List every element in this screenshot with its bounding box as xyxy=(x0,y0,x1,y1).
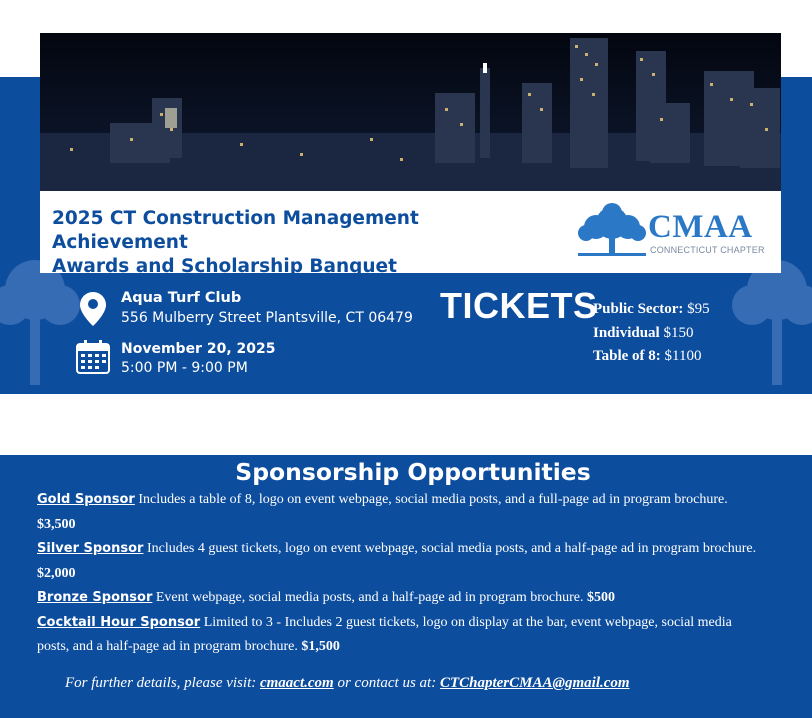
sponsorship-heading: Sponsorship Opportunities xyxy=(235,458,591,486)
event-title-line2: Awards and Scholarship Banquet xyxy=(52,256,397,277)
ticket-price: $95 xyxy=(687,301,710,317)
cmaa-logo xyxy=(576,201,776,261)
sponsor-tier-price: $2,000 xyxy=(37,565,76,581)
event-date: November 20, 2025 xyxy=(121,341,276,357)
hero-skyline-image xyxy=(40,33,781,191)
ticket-price-row xyxy=(593,345,710,369)
logo-wordmark: CMAA xyxy=(648,209,753,245)
ticket-price: $1100 xyxy=(664,348,702,364)
event-title xyxy=(52,207,552,279)
footer-prefix: For further details, please visit: xyxy=(65,675,257,691)
sponsor-tier-silver xyxy=(37,537,762,586)
sponsor-tier-cocktail-hour xyxy=(37,611,762,660)
sponsor-tier-description: Includes 4 guest tickets, logo on event webpage, social media posts, and a half-page ad in program brochure. xyxy=(146,541,757,556)
sponsor-tier-price: $1,500 xyxy=(301,639,340,654)
sponsor-tier-description: Event webpage, social media posts, and a half-page ad in program brochure. xyxy=(155,590,584,605)
calendar-icon xyxy=(76,340,110,374)
website-link[interactable]: cmaact.com xyxy=(259,675,334,691)
location-pin-icon xyxy=(80,292,106,326)
logo-subtitle: CONNECTICUT CHAPTER xyxy=(650,245,765,255)
ticket-price-row xyxy=(593,298,710,322)
venue-name: Aqua Turf Club xyxy=(121,290,242,306)
ticket-price: $150 xyxy=(663,324,694,341)
event-title-line1: 2025 CT Construction Management Achievement xyxy=(52,208,419,253)
venue-address: 556 Mulberry Street Plantsville, CT 06479 xyxy=(121,310,413,326)
ticket-price-list xyxy=(593,298,710,369)
sponsor-tier-name: Silver Sponsor xyxy=(37,541,144,556)
event-time: 5:00 PM - 9:00 PM xyxy=(121,360,248,376)
sponsor-tier-bronze xyxy=(37,586,762,611)
sponsor-tier-name: Bronze Sponsor xyxy=(37,590,153,605)
event-title-box xyxy=(40,191,781,277)
sponsor-tier-price: $500 xyxy=(586,590,615,605)
sponsor-tier-price: $3,500 xyxy=(37,516,76,532)
sponsorship-list xyxy=(37,488,762,660)
ticket-type-label: Individual xyxy=(593,324,660,341)
sponsor-tier-name: Gold Sponsor xyxy=(37,492,135,507)
sponsor-tier-description: Limited to 3 - Includes 2 guest tickets, logo on display at the bar, event webpage, social media posts, and a half-page ad in program brochure. xyxy=(37,614,732,654)
contact-footer xyxy=(65,675,630,692)
ticket-type-label: Public Sector: xyxy=(593,301,684,317)
sponsor-tier-description: Includes a table of 8, logo on event webpage, social media posts, and a full-page ad in program brochure. xyxy=(138,492,728,507)
oak-tree-icon xyxy=(576,203,648,259)
ticket-type-label: Table of 8: xyxy=(593,348,661,364)
sponsor-tier-gold xyxy=(37,488,762,537)
footer-middle: or contact us at: xyxy=(337,675,437,691)
sponsor-tier-name: Cocktail Hour Sponsor xyxy=(37,614,201,630)
tickets-heading: TICKETS xyxy=(440,285,598,326)
email-link[interactable]: CTChapterCMAA@gmail.com xyxy=(439,675,630,691)
ticket-price-row xyxy=(593,322,710,346)
